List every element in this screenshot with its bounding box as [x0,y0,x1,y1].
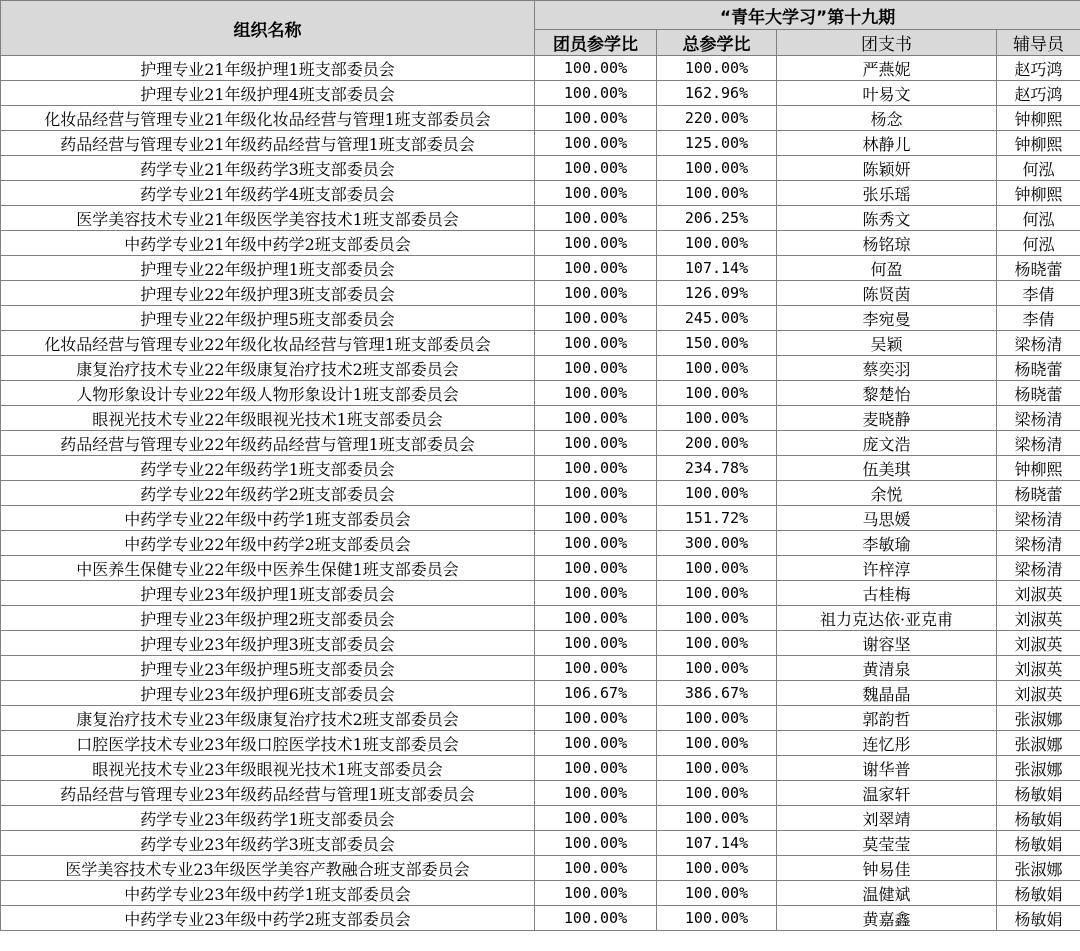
member-rate-cell[interactable]: 100.00% [535,456,657,481]
table-row [1,156,1080,181]
secretary-cell[interactable]: 杨铭琼 [777,231,997,256]
table-row [1,381,1080,406]
org-name-cell[interactable]: 护理专业22年级护理5班支部委员会 [1,306,535,331]
counselor-cell[interactable]: 杨敏娟 [997,831,1080,856]
org-name-cell[interactable]: 护理专业23年级护理6班支部委员会 [1,681,535,706]
org-name-cell[interactable]: 护理专业23年级护理5班支部委员会 [1,656,535,681]
total-rate-cell[interactable]: 200.00% [657,431,777,456]
total-rate-cell[interactable]: 100.00% [657,181,777,206]
org-name-cell[interactable]: 化妆品经营与管理专业22年级化妆品经营与管理1班支部委员会 [1,331,535,356]
member-rate-cell[interactable]: 100.00% [535,381,657,406]
counselor-cell[interactable]: 杨敏娟 [997,781,1080,806]
total-rate-cell[interactable]: 125.00% [657,131,777,156]
total-rate-cell[interactable]: 100.00% [657,481,777,506]
total-rate-cell[interactable]: 206.25% [657,206,777,231]
secretary-cell[interactable]: 陈颖妍 [777,156,997,181]
counselor-cell[interactable]: 杨晓蕾 [997,381,1080,406]
secretary-cell[interactable]: 伍美琪 [777,456,997,481]
total-rate-cell[interactable]: 100.00% [657,381,777,406]
counselor-cell[interactable]: 何泓 [997,206,1080,231]
org-name-cell[interactable]: 药学专业22年级药学2班支部委员会 [1,481,535,506]
secretary-cell[interactable]: 林静儿 [777,131,997,156]
counselor-cell[interactable]: 刘淑英 [997,631,1080,656]
counselor-cell[interactable]: 李倩 [997,281,1080,306]
secretary-cell[interactable]: 魏晶晶 [777,681,997,706]
member-rate-cell[interactable]: 100.00% [535,831,657,856]
member-rate-cell[interactable]: 100.00% [535,81,657,106]
period-title-header: “青年大学习”第十九期 [535,1,1080,30]
counselor-cell[interactable]: 杨晓蕾 [997,356,1080,381]
secretary-cell[interactable]: 杨念 [777,106,997,131]
table-row [1,581,1080,606]
member-rate-cell[interactable]: 100.00% [535,281,657,306]
member-rate-cell[interactable]: 100.00% [535,131,657,156]
counselor-cell[interactable]: 张淑娜 [997,756,1080,781]
table-row [1,231,1080,256]
counselor-cell[interactable]: 杨敏娟 [997,881,1080,906]
secretary-cell[interactable]: 陈贤茵 [777,281,997,306]
table-row [1,481,1080,506]
secretary-cell[interactable]: 李宛曼 [777,306,997,331]
member-rate-cell[interactable]: 100.00% [535,631,657,656]
member-rate-cell[interactable]: 100.00% [535,506,657,531]
counselor-cell[interactable]: 何泓 [997,231,1080,256]
secretary-cell[interactable]: 钟易佳 [777,856,997,881]
table-row [1,656,1080,681]
table-row [1,206,1080,231]
secretary-cell[interactable]: 谢容坚 [777,631,997,656]
table-row [1,106,1080,131]
table-row [1,706,1080,731]
secretary-cell[interactable]: 温健斌 [777,881,997,906]
total-rate-cell[interactable]: 100.00% [657,556,777,581]
org-name-cell[interactable]: 中药学专业23年级中药学1班支部委员会 [1,881,535,906]
member-rate-cell[interactable]: 100.00% [535,181,657,206]
counselor-cell[interactable]: 刘淑英 [997,606,1080,631]
table-row [1,406,1080,431]
table-row [1,681,1080,706]
member-rate-header: 团员参学比 [535,30,657,56]
counselor-cell[interactable]: 钟柳熙 [997,181,1080,206]
counselor-cell[interactable]: 梁杨清 [997,331,1080,356]
table-row [1,56,1080,81]
total-rate-cell[interactable]: 100.00% [657,406,777,431]
total-rate-cell[interactable]: 300.00% [657,531,777,556]
org-name-cell[interactable]: 药学专业23年级药学3班支部委员会 [1,831,535,856]
org-name-cell[interactable]: 护理专业21年级护理4班支部委员会 [1,81,535,106]
secretary-cell[interactable]: 黄嘉鑫 [777,906,997,931]
total-rate-cell[interactable]: 126.09% [657,281,777,306]
table-row [1,881,1080,906]
member-rate-cell[interactable]: 100.00% [535,706,657,731]
org-name-cell[interactable]: 人物形象设计专业22年级人物形象设计1班支部委员会 [1,381,535,406]
org-name-cell[interactable]: 药品经营与管理专业23年级药品经营与管理1班支部委员会 [1,781,535,806]
member-rate-cell[interactable]: 100.00% [535,356,657,381]
counselor-cell[interactable]: 梁杨清 [997,556,1080,581]
org-name-cell[interactable]: 中药学专业22年级中药学1班支部委员会 [1,506,535,531]
member-rate-cell[interactable]: 100.00% [535,431,657,456]
table-row [1,256,1080,281]
member-rate-cell[interactable]: 100.00% [535,556,657,581]
total-rate-cell[interactable]: 151.72% [657,506,777,531]
secretary-cell[interactable]: 李敏瑜 [777,531,997,556]
secretary-cell[interactable]: 陈秀文 [777,206,997,231]
counselor-cell[interactable]: 梁杨清 [997,431,1080,456]
table-row [1,756,1080,781]
total-rate-cell[interactable]: 100.00% [657,356,777,381]
total-rate-cell[interactable]: 100.00% [657,581,777,606]
secretary-cell[interactable]: 何盈 [777,256,997,281]
secretary-cell[interactable]: 张乐瑶 [777,181,997,206]
org-name-cell[interactable]: 中医养生保健专业22年级中医养生保健1班支部委员会 [1,556,535,581]
org-name-cell[interactable]: 护理专业21年级护理1班支部委员会 [1,56,535,81]
secretary-cell[interactable]: 马思媛 [777,506,997,531]
counselor-cell[interactable]: 钟柳熙 [997,456,1080,481]
counselor-cell[interactable]: 李倩 [997,306,1080,331]
table-row [1,281,1080,306]
secretary-cell[interactable]: 古桂梅 [777,581,997,606]
secretary-cell[interactable]: 莫莹莹 [777,831,997,856]
counselor-cell[interactable]: 张淑娜 [997,706,1080,731]
total-rate-cell[interactable]: 386.67% [657,681,777,706]
org-name-cell[interactable]: 化妆品经营与管理专业21年级化妆品经营与管理1班支部委员会 [1,106,535,131]
counselor-cell[interactable]: 张淑娜 [997,731,1080,756]
total-rate-cell[interactable]: 100.00% [657,656,777,681]
counselor-cell[interactable]: 何泓 [997,156,1080,181]
member-rate-cell[interactable]: 106.67% [535,681,657,706]
table-row [1,831,1080,856]
table-row [1,431,1080,456]
member-rate-cell[interactable]: 100.00% [535,481,657,506]
table-body [1,56,1080,931]
secretary-cell[interactable]: 温家轩 [777,781,997,806]
org-name-cell[interactable]: 药品经营与管理专业21年级药品经营与管理1班支部委员会 [1,131,535,156]
counselor-cell[interactable]: 刘淑英 [997,581,1080,606]
table-row [1,81,1080,106]
org-name-cell[interactable]: 眼视光技术专业23年级眼视光技术1班支部委员会 [1,756,535,781]
secretary-cell[interactable]: 余悦 [777,481,997,506]
total-rate-cell[interactable]: 100.00% [657,906,777,931]
total-rate-cell[interactable]: 100.00% [657,631,777,656]
org-name-cell[interactable]: 医学美容技术专业23年级医学美容产教融合班支部委员会 [1,856,535,881]
counselor-cell[interactable]: 梁杨清 [997,406,1080,431]
table-row [1,331,1080,356]
member-rate-cell[interactable]: 100.00% [535,806,657,831]
table-row [1,631,1080,656]
counselor-cell[interactable]: 杨敏娟 [997,806,1080,831]
member-rate-cell[interactable]: 100.00% [535,256,657,281]
secretary-cell[interactable]: 麦晓静 [777,406,997,431]
secretary-cell[interactable]: 吴颖 [777,331,997,356]
org-name-cell[interactable]: 中药学专业21年级中药学2班支部委员会 [1,231,535,256]
total-rate-cell[interactable]: 100.00% [657,881,777,906]
total-rate-cell[interactable]: 100.00% [657,756,777,781]
counselor-cell[interactable]: 梁杨清 [997,506,1080,531]
secretary-cell[interactable]: 蔡奕羽 [777,356,997,381]
org-name-cell[interactable]: 中药学专业22年级中药学2班支部委员会 [1,531,535,556]
org-name-header: 组织名称 [1,1,535,56]
counselor-cell[interactable]: 赵巧鸿 [997,56,1080,81]
member-rate-cell[interactable]: 100.00% [535,56,657,81]
secretary-cell[interactable]: 黎楚怡 [777,381,997,406]
table-row [1,181,1080,206]
org-name-cell[interactable]: 护理专业23年级护理3班支部委员会 [1,631,535,656]
org-name-cell[interactable]: 护理专业22年级护理3班支部委员会 [1,281,535,306]
secretary-cell[interactable]: 严燕妮 [777,56,997,81]
secretary-cell[interactable]: 谢华普 [777,756,997,781]
total-rate-cell[interactable]: 100.00% [657,781,777,806]
table-row [1,556,1080,581]
total-rate-cell[interactable]: 100.00% [657,731,777,756]
org-name-cell[interactable]: 药品经营与管理专业22年级药品经营与管理1班支部委员会 [1,431,535,456]
table-row [1,356,1080,381]
counselor-cell[interactable]: 赵巧鸿 [997,81,1080,106]
table-row [1,906,1080,931]
secretary-header: 团支书 [777,30,997,56]
counselor-cell[interactable]: 梁杨清 [997,531,1080,556]
counselor-cell[interactable]: 钟柳熙 [997,131,1080,156]
total-rate-cell[interactable]: 100.00% [657,806,777,831]
counselor-cell[interactable]: 杨敏娟 [997,906,1080,931]
total-rate-cell[interactable]: 162.96% [657,81,777,106]
member-rate-cell[interactable]: 100.00% [535,406,657,431]
counselor-cell[interactable]: 刘淑英 [997,681,1080,706]
member-rate-cell[interactable]: 100.00% [535,906,657,931]
secretary-cell[interactable]: 许梓淳 [777,556,997,581]
table-row [1,131,1080,156]
member-rate-cell[interactable]: 100.00% [535,856,657,881]
member-rate-cell[interactable]: 100.00% [535,331,657,356]
total-rate-cell[interactable]: 100.00% [657,156,777,181]
total-rate-cell[interactable]: 100.00% [657,56,777,81]
total-rate-cell[interactable]: 107.14% [657,831,777,856]
member-rate-cell[interactable]: 100.00% [535,606,657,631]
org-name-cell[interactable]: 护理专业23年级护理2班支部委员会 [1,606,535,631]
table-row [1,731,1080,756]
total-rate-cell[interactable]: 100.00% [657,856,777,881]
total-rate-cell[interactable]: 107.14% [657,256,777,281]
org-name-cell[interactable]: 药学专业23年级药学1班支部委员会 [1,806,535,831]
member-rate-cell[interactable]: 100.00% [535,156,657,181]
member-rate-cell[interactable]: 100.00% [535,731,657,756]
secretary-cell[interactable]: 祖力克达依·亚克甫 [777,606,997,631]
member-rate-cell[interactable]: 100.00% [535,881,657,906]
table-row [1,781,1080,806]
table-row [1,856,1080,881]
counselor-cell[interactable]: 杨晓蕾 [997,256,1080,281]
total-rate-cell[interactable]: 100.00% [657,706,777,731]
org-name-cell[interactable]: 护理专业22年级护理1班支部委员会 [1,256,535,281]
org-name-cell[interactable]: 药学专业21年级药学4班支部委员会 [1,181,535,206]
org-name-cell[interactable]: 药学专业22年级药学1班支部委员会 [1,456,535,481]
total-rate-cell[interactable]: 100.00% [657,231,777,256]
org-name-cell[interactable]: 眼视光技术专业22年级眼视光技术1班支部委员会 [1,406,535,431]
member-rate-cell[interactable]: 100.00% [535,581,657,606]
secretary-cell[interactable]: 黄清泉 [777,656,997,681]
table-row [1,456,1080,481]
total-rate-cell[interactable]: 150.00% [657,331,777,356]
org-name-cell[interactable]: 康复治疗技术专业22年级康复治疗技术2班支部委员会 [1,356,535,381]
header-row-top [1,1,1080,30]
counselor-cell[interactable]: 刘淑英 [997,656,1080,681]
table-row [1,531,1080,556]
total-rate-cell[interactable]: 100.00% [657,606,777,631]
table-row [1,306,1080,331]
total-rate-cell[interactable]: 245.00% [657,306,777,331]
total-rate-cell[interactable]: 234.78% [657,456,777,481]
total-rate-header: 总参学比 [657,30,777,56]
secretary-cell[interactable]: 刘翠靖 [777,806,997,831]
table-row [1,606,1080,631]
counselor-header: 辅导员 [997,30,1080,56]
secretary-cell[interactable]: 郭韵哲 [777,706,997,731]
member-rate-cell[interactable]: 100.00% [535,656,657,681]
org-name-cell[interactable]: 康复治疗技术专业23年级康复治疗技术2班支部委员会 [1,706,535,731]
org-name-cell[interactable]: 药学专业21年级药学3班支部委员会 [1,156,535,181]
org-name-cell[interactable]: 口腔医学技术专业23年级口腔医学技术1班支部委员会 [1,731,535,756]
secretary-cell[interactable]: 叶易文 [777,81,997,106]
member-rate-cell[interactable]: 100.00% [535,206,657,231]
secretary-cell[interactable]: 连忆彤 [777,731,997,756]
org-name-cell[interactable]: 医学美容技术专业21年级医学美容技术1班支部委员会 [1,206,535,231]
counselor-cell[interactable]: 钟柳熙 [997,106,1080,131]
member-rate-cell[interactable]: 100.00% [535,781,657,806]
counselor-cell[interactable]: 张淑娜 [997,856,1080,881]
member-rate-cell[interactable]: 100.00% [535,531,657,556]
member-rate-cell[interactable]: 100.00% [535,106,657,131]
member-rate-cell[interactable]: 100.00% [535,231,657,256]
org-name-cell[interactable]: 护理专业23年级护理1班支部委员会 [1,581,535,606]
counselor-cell[interactable]: 杨晓蕾 [997,481,1080,506]
member-rate-cell[interactable]: 100.00% [535,306,657,331]
table-header [1,1,1080,56]
total-rate-cell[interactable]: 220.00% [657,106,777,131]
secretary-cell[interactable]: 庞文浩 [777,431,997,456]
table-row [1,506,1080,531]
member-rate-cell[interactable]: 100.00% [535,756,657,781]
org-name-cell[interactable]: 中药学专业23年级中药学2班支部委员会 [1,906,535,931]
table-row [1,806,1080,831]
